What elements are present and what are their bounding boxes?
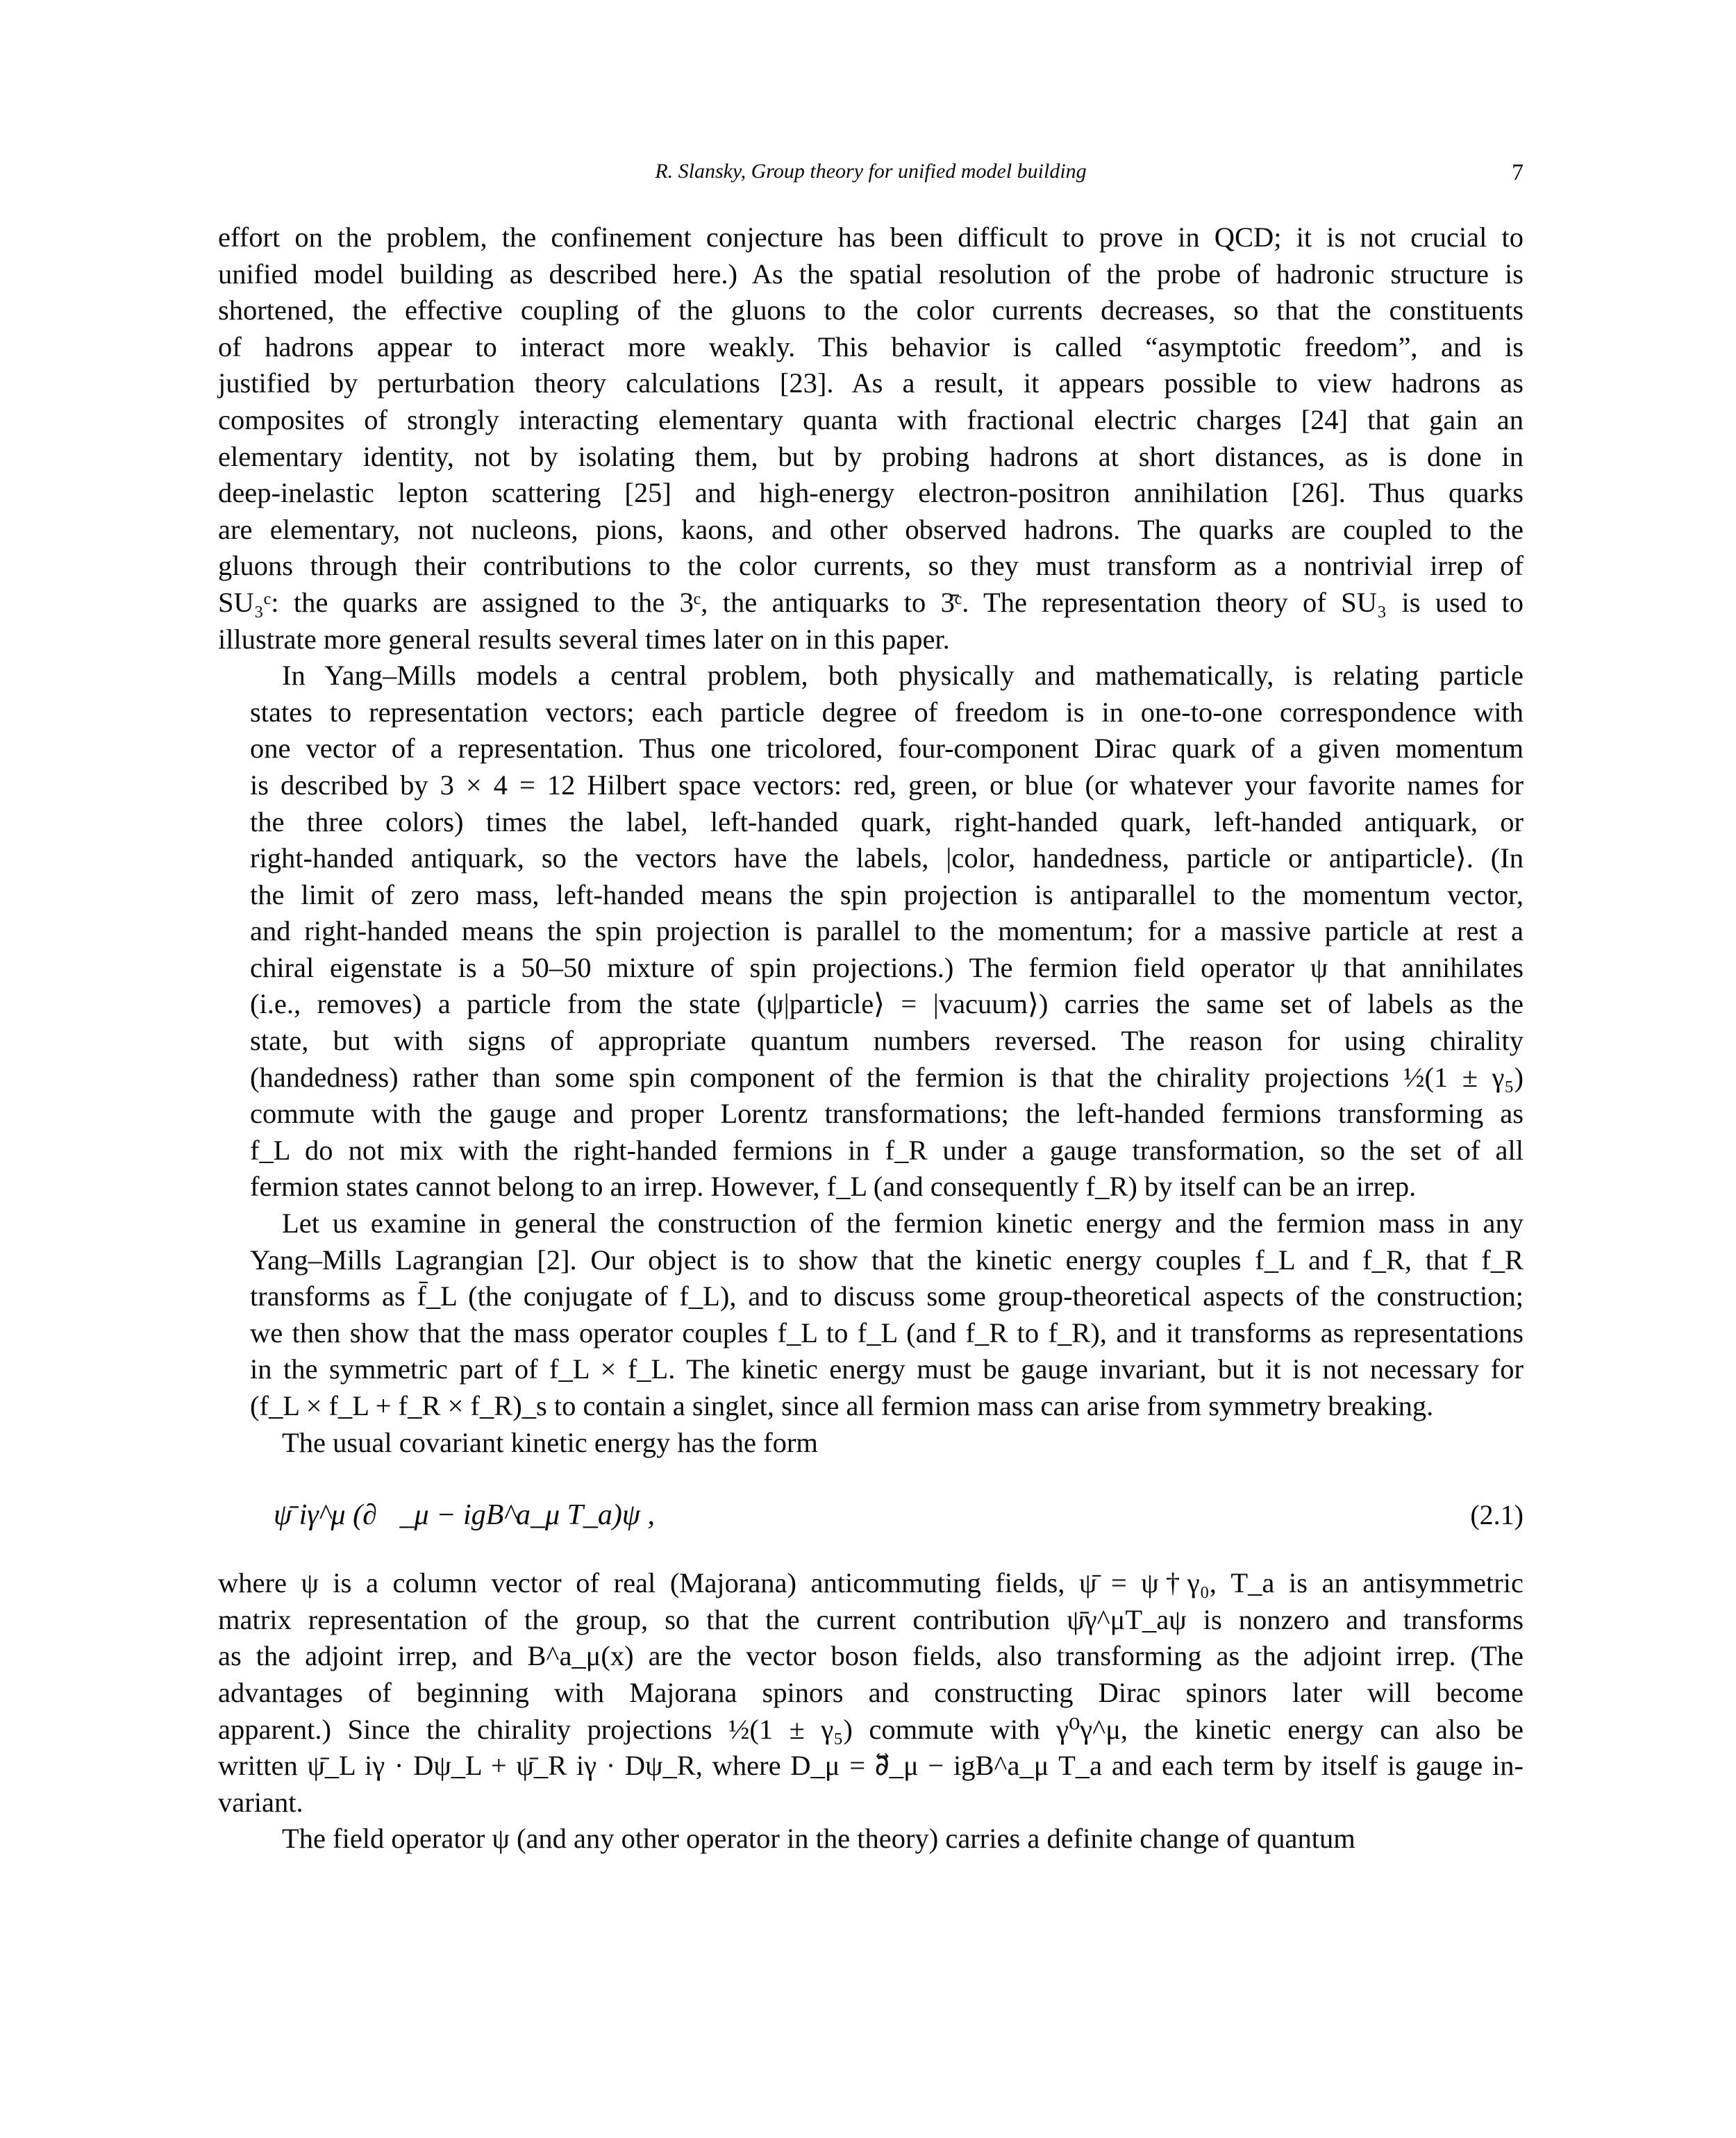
text-line: we then show that the mass operator couples f_L to f_L (and f_R to f_R), and it transforms as representations — [250, 1317, 1524, 1348]
text-line: gluons through their contributions to the color currents, so they must transform as a nontrivial irrep of — [218, 550, 1524, 582]
equation-expression: ψ̄ iγ^μ (∂⃡_μ − igB^a_μ T_a)ψ , — [274, 1499, 655, 1532]
text-line: Yang–Mills Lagrangian [2]. Our object is to show that the kinetic energy couples f_L and f_R, that f_R — [250, 1244, 1524, 1276]
paragraphs-before-equation — [218, 219, 1524, 1461]
running-title: R. Slansky, Group theory for unified model building — [655, 160, 1087, 183]
text-line: states to representation vectors; each particle degree of freedom is in one-to-one correspondence with — [250, 696, 1524, 728]
text-line: and right-handed means the spin projection is parallel to the momentum; for a massive particle at rest a — [250, 915, 1524, 947]
text-line: (i.e., removes) a particle from the state (ψ|particle⟩ = |vacuum⟩) carries the same set of labels as the — [250, 988, 1524, 1020]
text-line: chiral eigenstate is a 50–50 mixture of spin projections.) The fermion field operator ψ that annihilates — [250, 951, 1524, 983]
text-line: commute with the gauge and proper Lorentz transformations; the left-handed fermions transforming as — [250, 1098, 1524, 1130]
text-line: advantages of beginning with Majorana spinors and constructing Dirac spinors later will become — [218, 1676, 1524, 1708]
text-line: is described by 3 × 4 = 12 Hilbert space vectors: red, green, or blue (or whatever your favorite names for — [250, 769, 1524, 801]
text-line: shortened, the effective coupling of the gluons to the color currents decreases, so that the constituents — [218, 294, 1524, 326]
paragraph — [218, 658, 1524, 1205]
text-line: in the symmetric part of f_L × f_L. The kinetic energy must be gauge invariant, but it is not necessary for — [250, 1353, 1524, 1385]
text-line: of hadrons appear to interact more weakly. This behavior is called “asymptotic freedom”, and is — [218, 331, 1524, 362]
paragraph — [218, 219, 1524, 658]
page-number: 7 — [1512, 160, 1524, 185]
text-line: written ψ̄_L iγ · Dψ_L + ψ̄_R iγ · Dψ_R, where D_μ = ∂⃡_μ − igB^a_μ T_a and each term by itself is gauge in- — [218, 1750, 1524, 1782]
text-line: transforms as f̄_L (the conjugate of f_L), and to discuss some group-theoretical aspects of the construction; — [250, 1280, 1524, 1312]
paragraph — [218, 1821, 1524, 1857]
text-line: the limit of zero mass, left-handed means the spin projection is antiparallel to the momentum vector, — [250, 878, 1524, 910]
text-line: unified model building as described here.) As the spatial resolution of the probe of hadronic structure is — [218, 258, 1524, 290]
text-line: justified by perturbation theory calculations [23]. As a result, it appears possible to view hadrons as — [218, 367, 1524, 399]
text-line: fermion states cannot belong to an irrep. However, f_L (and consequently f_R) by itself can be an irrep. — [250, 1171, 1417, 1203]
text-line: effort on the problem, the confinement conjecture has been difficult to prove in QCD; it is not crucial to — [218, 222, 1524, 253]
text-line: elementary identity, not by isolating them, but by probing hadrons at short distances, as is done in — [218, 440, 1524, 472]
text-line: f_L do not mix with the right-handed fermions in f_R under a gauge transformation, so the set of all — [250, 1134, 1524, 1166]
text-line: right-handed antiquark, so the vectors have the labels, |color, handedness, particle or antiparticle⟩. (In — [250, 842, 1524, 874]
text-line: SU₃ᶜ: the quarks are assigned to the 3ᶜ, the antiquarks to 3̄ᶜ. The representation theory of SU₃ is used to — [218, 586, 1524, 618]
text-line: deep-inelastic lepton scattering [25] and high-energy electron-positron annihilation [26]. Thus quarks — [218, 477, 1524, 509]
text-line: one vector of a representation. Thus one tricolored, four-component Dirac quark of a given momentum — [250, 733, 1524, 765]
text-line: illustrate more general results several times later on in this paper. — [218, 623, 950, 655]
text-line: are elementary, not nucleons, pions, kaons, and other observed hadrons. The quarks are coupled to the — [218, 513, 1524, 545]
text-line: The field operator ψ (and any other operator in the theory) carries a definite change of quantum — [282, 1823, 1355, 1855]
text-line: matrix representation of the group, so that the current contribution ψ̄γ^μT_aψ is nonzero and transforms — [218, 1603, 1524, 1635]
body-text — [218, 219, 1524, 1857]
text-line: The usual covariant kinetic energy has the form — [282, 1426, 818, 1458]
paragraph — [218, 1205, 1524, 1425]
text-line: In Yang–Mills models a central problem, both physically and mathematically, is relating particle — [282, 660, 1524, 692]
text-line: composites of strongly interacting elementary quanta with fractional electric charges [24] that gain an — [218, 403, 1524, 435]
equation-2-1 — [218, 1461, 1524, 1565]
text-line: state, but with signs of appropriate quantum numbers reversed. The reason for using chirality — [250, 1025, 1524, 1057]
text-line: the three colors) times the label, left-handed quark, right-handed quark, left-handed antiquark, or — [250, 805, 1524, 837]
paragraphs-after-equation — [218, 1565, 1524, 1857]
running-head — [218, 154, 1524, 189]
text-line: (f_L × f_L + f_R × f_R)_s to contain a singlet, since all fermion mass can arise from symmetry breaking. — [250, 1390, 1434, 1421]
text-line: where ψ is a column vector of real (Majorana) anticommuting fields, ψ̄ = ψ†γ₀, T_a is an antisymmetric — [218, 1567, 1524, 1599]
text-line: as the adjoint irrep, and B^a_μ(x) are the vector boson fields, also transforming as the adjoint irrep. (The — [218, 1640, 1524, 1672]
paragraph — [218, 1565, 1524, 1821]
text-line: apparent.) Since the chirality projections ½(1 ± γ₅) commute with γ⁰γ^μ, the kinetic energy can also be — [218, 1713, 1524, 1745]
paragraph — [218, 1425, 1524, 1462]
text-line: variant. — [218, 1786, 303, 1818]
text-line: (handedness) rather than some spin component of the fermion is that the chirality projections ½(1 ± γ₅) — [250, 1061, 1524, 1093]
equation-number: (2.1) — [1470, 1499, 1524, 1531]
text-line: Let us examine in general the construction of the fermion kinetic energy and the fermion mass in any — [282, 1208, 1524, 1239]
